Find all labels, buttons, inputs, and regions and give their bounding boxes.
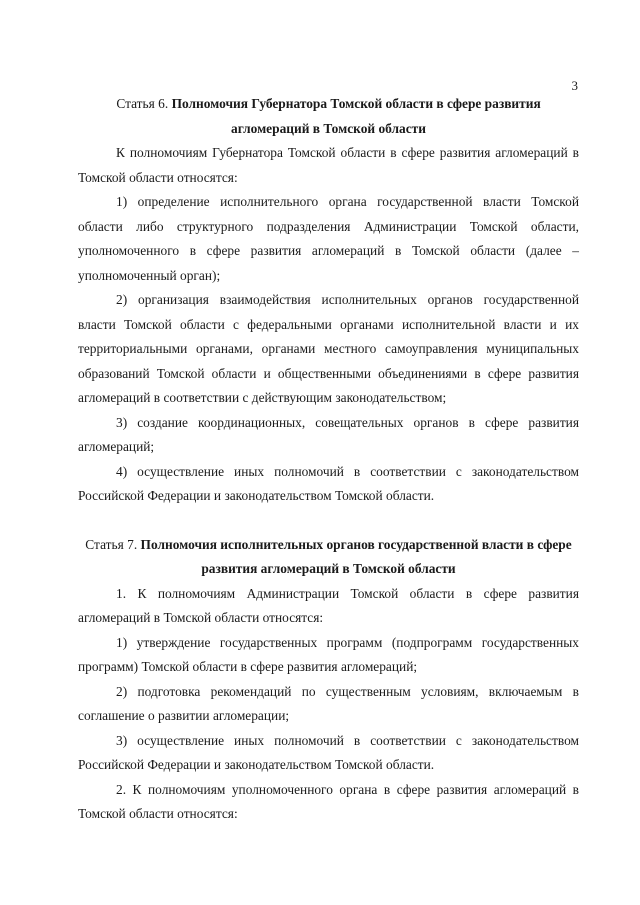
- article-7-paragraph: 1) утверждение государственных программ (подпрограмм государственных программ) Томской области в сфере развития агломераций;: [78, 634, 579, 674]
- article-7-paragraph: 2) подготовка рекомендаций по существенным условиям, включаемым в соглашение о развитии агломерации;: [78, 683, 579, 723]
- page-number: 3: [571, 78, 578, 93]
- article-6-paragraph: 3) создание координационных, совещательных органов в сфере развития агломераций;: [78, 414, 579, 454]
- article-6-paragraph: 1) определение исполнительного органа государственной власти Томской области либо структурного подразделения Администрации Томской области, уполномоченного в сфере развития агломераций в Томской области (далее – уполномоченный орган);: [78, 194, 579, 283]
- article-7-paragraph: 2. К полномочиям уполномоченного органа в сфере развития агломераций в Томской области относятся:: [78, 781, 579, 821]
- article-6-paragraph: 2) организация взаимодействия исполнительных органов государственной власти Томской области с федеральными органами исполнительной власти и их территориальными органами, органами местного самоуправления муниципальных образований Томской области и общественными объединениями в сфере развития агломераций в соответствии с действующим законодательством;: [78, 292, 579, 405]
- article-6-title: Полномочия Губернатора Томской области в сфере развития агломераций в Томской области: [171, 96, 541, 136]
- article-7-heading: [78, 533, 579, 582]
- article-7-paragraph: 1. К полномочиям Администрации Томской области в сфере развития агломераций в Томской области относятся:: [78, 585, 579, 625]
- article-7-prefix: Статья 7.: [85, 536, 138, 552]
- section-spacer: [78, 509, 579, 533]
- document-body: [78, 92, 579, 827]
- article-6-heading: [78, 92, 579, 141]
- article-6-paragraph: 4) осуществление иных полномочий в соответствии с законодательством Российской Федерации и законодательством Томской области.: [78, 463, 579, 503]
- article-7-paragraph: 3) осуществление иных полномочий в соответствии с законодательством Российской Федерации и законодательством Томской области.: [78, 732, 579, 772]
- article-7-title: Полномочия исполнительных органов государственной власти в сфере развития агломераций в Томской области: [140, 536, 572, 576]
- article-6-prefix: Статья 6.: [116, 96, 169, 111]
- article-6-paragraph: К полномочиям Губернатора Томской области в сфере развития агломераций в Томской области относятся:: [78, 145, 579, 185]
